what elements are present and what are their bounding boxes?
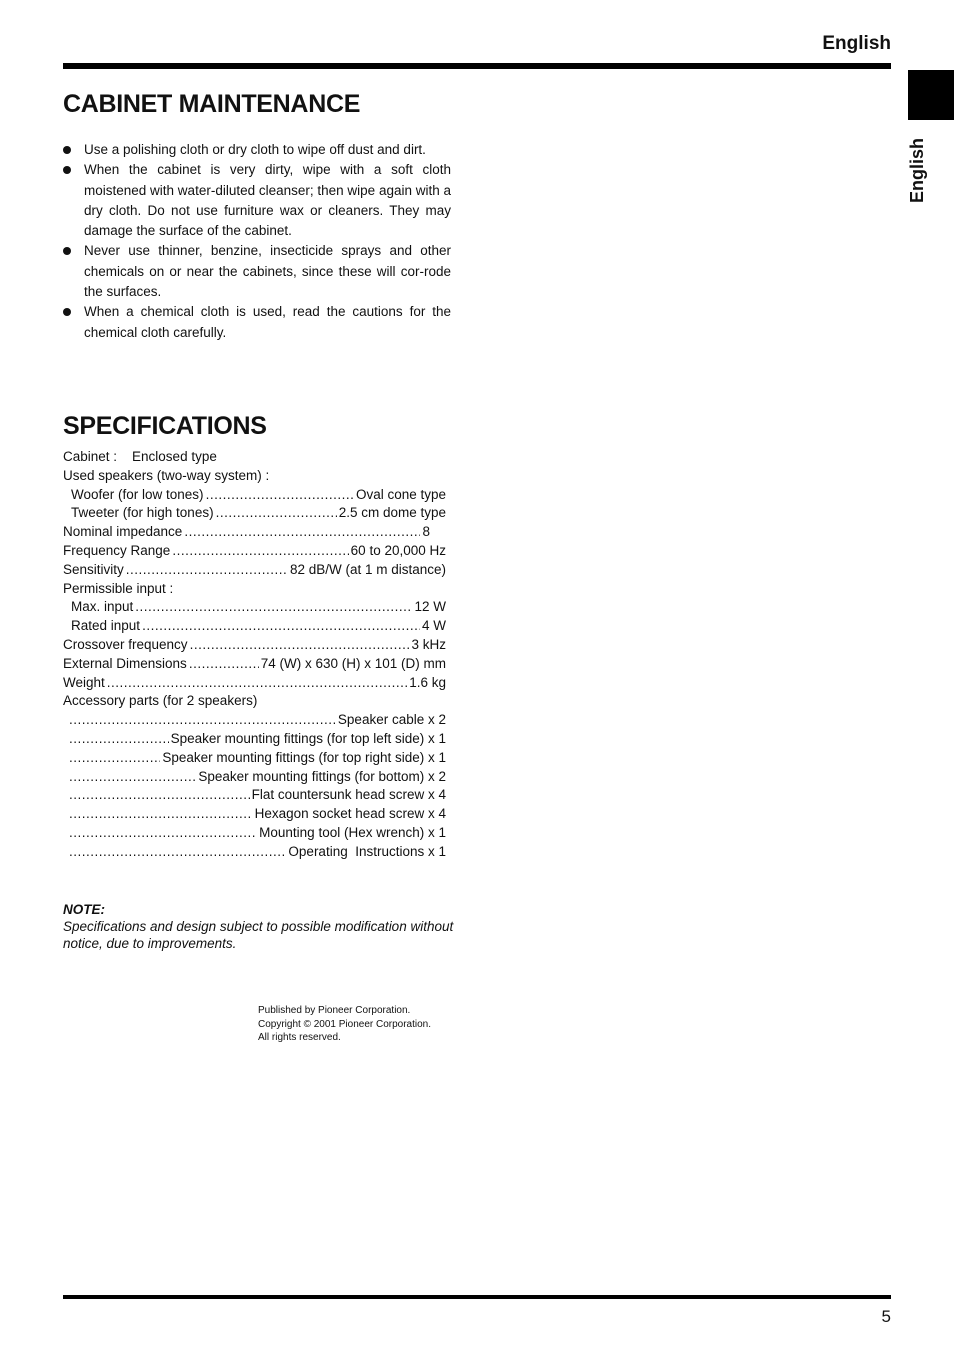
spec-label: Rated input [71, 618, 141, 634]
cabinet-maintenance-title: CABINET MAINTENANCE [63, 90, 361, 118]
bullet-icon [63, 308, 71, 316]
language-header: English [822, 33, 891, 54]
spec-label: Nominal impedance [63, 524, 183, 540]
spec-value: 74 (W) x 630 (H) x 101 (D) mm [260, 655, 446, 671]
accessory-item [63, 805, 446, 824]
accessory-text: Speaker mounting fittings (for top right side) x 1 [162, 749, 446, 765]
specifications-list [63, 448, 446, 862]
spec-impedance [63, 523, 446, 542]
accessory-text: Flat countersunk head screw x 4 [251, 787, 446, 803]
spec-tweeter [63, 504, 446, 523]
dot-leader [189, 655, 259, 674]
dot-leader [69, 711, 336, 730]
bullet-icon [63, 166, 71, 174]
accessory-text: Speaker cable x 2 [337, 712, 446, 728]
copyright-line: Copyright © 2001 Pioneer Corporation. [258, 1018, 432, 1030]
note-heading: NOTE: [63, 902, 105, 917]
accessory-item [63, 843, 446, 862]
spec-label: External Dimensions [63, 655, 187, 671]
dot-leader [142, 617, 420, 636]
spec-woofer [63, 486, 446, 505]
dot-leader [135, 598, 412, 617]
spec-value: 4 W [421, 618, 446, 634]
spec-label: Crossover frequency [63, 636, 188, 652]
spec-label: Sensitivity [63, 561, 124, 577]
spec-used-speakers: Used speakers (two-way system) : [63, 467, 270, 483]
dot-leader [190, 636, 410, 655]
spec-label: Frequency Range [63, 542, 171, 558]
accessory-item [63, 730, 446, 749]
spec-crossover [63, 636, 446, 655]
side-tab-text: English [906, 137, 927, 203]
dot-leader [69, 824, 257, 843]
spec-accessory-title: Accessory parts (for 2 speakers) [63, 693, 258, 709]
bullet-icon [63, 146, 71, 154]
dot-leader [69, 749, 160, 768]
accessory-item [63, 749, 446, 768]
bullet-text: Never use thinner, benzine, insecticide sprays and other chemicals on or near the cabinets, since these will cor-rode the surfaces. [84, 243, 451, 300]
side-tab-block [908, 70, 954, 120]
spec-value: 2.5 cm dome type [338, 505, 446, 521]
dot-leader [69, 730, 169, 749]
bullet-text: When a chemical cloth is used, read the cautions for the chemical cloth carefully. [84, 304, 451, 340]
spec-cabinet: Cabinet : Enclosed type [63, 449, 217, 464]
spec-value: Oval cone type [355, 486, 446, 502]
spec-rated-input [63, 617, 446, 636]
dot-leader [107, 674, 407, 693]
note-text: Specifications and design subject to possible modification without notice, due to improvements. [63, 919, 454, 951]
specifications-title: SPECIFICATIONS [63, 412, 267, 440]
accessory-item [63, 768, 446, 787]
bullet-icon [63, 247, 71, 255]
accessory-text: Operating Instructions x 1 [288, 843, 446, 859]
spec-value: 60 to 20,000 Hz [350, 542, 446, 558]
accessory-item [63, 824, 446, 843]
spec-max-input [63, 598, 446, 617]
spec-sensitivity [63, 561, 446, 580]
dot-leader [172, 542, 348, 561]
accessory-text: Hexagon socket head screw x 4 [254, 806, 446, 822]
rights-line: All rights reserved. [258, 1032, 341, 1043]
cabinet-bullet-list [63, 140, 451, 343]
top-rule [63, 63, 891, 69]
dot-leader [69, 805, 253, 824]
spec-label: Weight [63, 674, 105, 690]
side-tab-label [897, 137, 937, 203]
dot-leader [184, 523, 420, 542]
accessory-text: Mounting tool (Hex wrench) x 1 [259, 824, 446, 840]
dot-leader [126, 561, 288, 580]
publisher-line: Published by Pioneer Corporation. [258, 1005, 411, 1016]
spec-value: 8 [422, 524, 430, 540]
bullet-text: Use a polishing cloth or dry cloth to wipe off dust and dirt. [84, 142, 426, 157]
spec-frequency [63, 542, 446, 561]
dot-leader [69, 843, 286, 862]
list-item [63, 302, 451, 343]
spec-permissible: Permissible input : [63, 580, 174, 596]
spec-dimensions [63, 655, 446, 674]
spec-value: 12 W [414, 599, 446, 615]
page-number: 5 [881, 1307, 891, 1326]
spec-weight [63, 674, 446, 693]
spec-label: Woofer (for low tones) [71, 486, 204, 502]
spec-value: 82 dB/W (at 1 m distance) [289, 561, 446, 577]
spec-value: 3 kHz [411, 636, 446, 652]
bullet-text: When the cabinet is very dirty, wipe with a soft cloth moistened with water-diluted cleanser; then wipe again with a dry cloth. Do not use furniture wax or cleaners. They may damage the surface of the cabinet. [84, 162, 451, 239]
publisher-block [258, 1004, 431, 1045]
accessory-item [63, 786, 446, 805]
dot-leader [216, 504, 337, 523]
dot-leader [69, 768, 196, 787]
dot-leader [69, 786, 250, 805]
list-item [63, 140, 451, 160]
list-item [63, 241, 451, 302]
spec-label: Max. input [71, 599, 134, 615]
accessory-item [63, 711, 446, 730]
list-item [63, 160, 451, 241]
accessory-text: Speaker mounting fittings (for top left side) x 1 [170, 730, 446, 746]
bottom-rule [63, 1295, 891, 1299]
spec-label: Tweeter (for high tones) [71, 505, 214, 521]
accessory-text: Speaker mounting fittings (for bottom) x 2 [198, 768, 446, 784]
dot-leader [206, 486, 354, 505]
spec-value: 1.6 kg [409, 674, 446, 690]
